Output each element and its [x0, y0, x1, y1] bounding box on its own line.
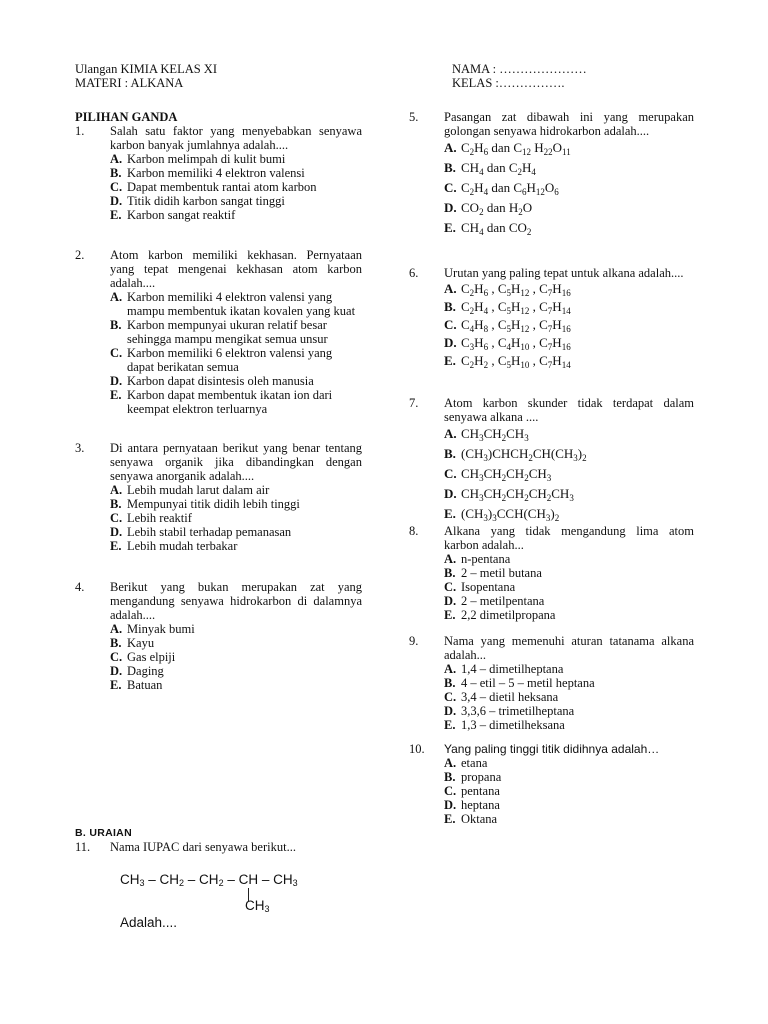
- formula: $(CH_3)CHCH_2CH(CH_3)_2$: [461, 446, 587, 463]
- option: D. Lebih stabil terhadap pemanasan: [110, 525, 292, 539]
- option: E. Karbon dapat membentuk ikatan ion dari keempat elektron terluarnya: [110, 388, 333, 416]
- formula: $C_2H_4$ , $C_5H_{12}$ , $C_7H_{14}$: [461, 299, 571, 316]
- question-2: [75, 248, 362, 416]
- exam-title-line: Ulangan KIMIA KELAS XI: [75, 62, 217, 76]
- option: E. Lebih mudah terbakar: [110, 539, 238, 553]
- option: D. Titik didih karbon sangat tinggi: [110, 194, 285, 208]
- question-6: [409, 266, 694, 370]
- question-text: Alkana yang tidak mengandung lima atom karbon adalah...: [444, 524, 694, 552]
- question-number: 6.: [409, 266, 419, 280]
- option: E. $(CH_3)_3CCH(CH_3)_2$: [444, 504, 694, 524]
- option: C. Gas elpiji: [110, 650, 176, 664]
- formula: $C_2H_6$ dan $C_{12}$ $H_{22}O_{11}$: [461, 140, 571, 157]
- option: E. 1,3 – dimetilheksana: [444, 718, 565, 732]
- name-field-label: NAMA : …………………: [452, 62, 587, 76]
- question-number: 4.: [75, 580, 85, 594]
- option: B. $C_2H_4$ , $C_5H_{12}$ , $C_7H_{14}$: [444, 298, 694, 316]
- option: D. Karbon dapat disintesis oleh manusia: [110, 374, 314, 388]
- question-4: [75, 580, 362, 692]
- option: B. Mempunyai titik didih lebih tinggi: [110, 497, 300, 511]
- question-1: [75, 124, 362, 222]
- question-text: Berikut yang bukan merupakan zat yang mengandung senyawa hidrokarbon di dalamnya adalah....: [110, 580, 362, 622]
- formula: $C_2H_6$ , $C_5H_{12}$ , $C_7H_{16}$: [461, 281, 571, 298]
- option: E. $C_2H_2$ , $C_5H_{10}$ , $C_7H_{14}$: [444, 352, 694, 370]
- option: A. Minyak bumi: [110, 622, 195, 636]
- question-number: 9.: [409, 634, 419, 648]
- option: C. Dapat membentuk rantai atom karbon: [110, 180, 317, 194]
- formula: $CH_3CH_2CH_2CH_2CH_3$: [461, 486, 574, 503]
- question-text: Atom karbon skunder tidak terdapat dalam senyawa alkana ....: [444, 396, 694, 424]
- question-number: 5.: [409, 110, 419, 124]
- exam-title: [75, 62, 217, 90]
- option: B. propana: [444, 770, 502, 784]
- option: E. Batuan: [110, 678, 163, 692]
- option: B. $(CH_3)CHCH_2CH(CH_3)_2$: [444, 444, 694, 464]
- option: A. n-pentana: [444, 552, 511, 566]
- question-number: 8.: [409, 524, 419, 538]
- formula: $CH_3CH_2CH_2CH_3$: [461, 466, 552, 483]
- option: B. 2 – metil butana: [444, 566, 542, 580]
- question-text: Salah satu faktor yang menyebabkan senyawa karbon banyak jumlahnya adalah....: [110, 124, 362, 152]
- formula: $CH_4$ dan $CO_2$: [461, 220, 532, 237]
- option: A. etana: [444, 756, 488, 770]
- option: C. $C_2H_4$ dan $C_6H_{12}O_6$: [444, 178, 694, 198]
- option: B. Karbon mempunyai ukuran relatif besar sehingga mampu mengikat semua unsur: [110, 318, 328, 346]
- question-text: Di antara pernyataan berikut yang benar tentang senyawa organik jika dibandingkan dengan senyawa anorganik adalah....: [110, 441, 362, 483]
- student-info: [452, 62, 587, 90]
- question-text: Pasangan zat dibawah ini yang merupakan golongan senyawa hidrokarbon adalah....: [444, 110, 694, 138]
- question-5: [409, 110, 694, 238]
- option: D. 3,3,6 – trimetilheptana: [444, 704, 575, 718]
- option: E. $CH_4$ dan $CO_2$: [444, 218, 694, 238]
- option: C. $C_4H_8$ , $C_5H_{12}$ , $C_7H_{16}$: [444, 316, 694, 334]
- question-8: [409, 524, 694, 622]
- formula: $C_4H_8$ , $C_5H_{12}$ , $C_7H_{16}$: [461, 317, 571, 334]
- option: A. $C_2H_6$ , $C_5H_{12}$ , $C_7H_{16}$: [444, 280, 694, 298]
- formula: $C_3H_6$ , $C_4H_{10}$ , $C_7H_{16}$: [461, 335, 571, 352]
- section-b-title: B. URAIAN: [75, 827, 132, 839]
- question-number: 2.: [75, 248, 85, 262]
- question-3: [75, 441, 362, 553]
- formula: $C_2H_2$ , $C_5H_{10}$ , $C_7H_{14}$: [461, 353, 571, 370]
- question-number: 3.: [75, 441, 85, 455]
- main-chain: $CH_3 - CH_2 - CH_2$ – CH – $CH_3$: [120, 872, 298, 888]
- question-11: [75, 840, 296, 854]
- answer-prompt: Adalah....: [120, 915, 178, 930]
- question-text: Yang paling tinggi titik didihnya adalah…: [444, 742, 660, 756]
- option: C. $CH_3CH_2CH_2CH_3$: [444, 464, 694, 484]
- option: C. Karbon memiliki 6 elektron valensi yang dapat berikatan semua: [110, 346, 333, 374]
- option: E. 2,2 dimetilpropana: [444, 608, 556, 622]
- methyl-branch: $CH_3$: [245, 898, 270, 914]
- option: A. Karbon melimpah di kulit bumi: [110, 152, 286, 166]
- option: C. pentana: [444, 784, 500, 798]
- question-text: Nama yang memenuhi aturan tatanama alkana adalah...: [444, 634, 694, 662]
- option: C. 3,4 – dietil heksana: [444, 690, 559, 704]
- option: A. $C_2H_6$ dan $C_{12}$ $H_{22}O_{11}$: [444, 138, 694, 158]
- option: D. heptana: [444, 798, 500, 812]
- option: C. Lebih reaktif: [110, 511, 192, 525]
- formula: $CH_4$ dan $C_2H_4$: [461, 160, 536, 177]
- structural-formula: [120, 872, 298, 888]
- option: D. $C_3H_6$ , $C_4H_{10}$ , $C_7H_{16}$: [444, 334, 694, 352]
- formula: $CH_3CH_2CH_3$: [461, 426, 529, 443]
- option: D. Daging: [110, 664, 164, 678]
- option: E. Karbon sangat reaktif: [110, 208, 236, 222]
- option: C. Isopentana: [444, 580, 516, 594]
- question-10: [409, 742, 694, 826]
- option: D. 2 – metilpentana: [444, 594, 545, 608]
- option: A. Lebih mudah larut dalam air: [110, 483, 270, 497]
- question-number: 11.: [75, 840, 91, 854]
- option: B. $CH_4$ dan $C_2H_4$: [444, 158, 694, 178]
- question-text: Nama IUPAC dari senyawa berikut...: [110, 840, 296, 854]
- section-a-title: PILIHAN GANDA: [75, 110, 178, 124]
- question-text: Urutan yang paling tepat untuk alkana adalah....: [444, 266, 684, 280]
- option: A. 1,4 – dimetilheptana: [444, 662, 564, 676]
- option: B. Karbon memiliki 4 elektron valensi: [110, 166, 305, 180]
- question-9: [409, 634, 694, 732]
- option: A. Karbon memiliki 4 elektron valensi yang mampu membentuk ikatan kovalen yang kuat: [110, 290, 356, 318]
- option: D. $CH_3CH_2CH_2CH_2CH_3$: [444, 484, 694, 504]
- question-number: 10.: [409, 742, 425, 756]
- formula: $CO_2$ dan $H_2O$: [461, 200, 533, 217]
- formula: $C_2H_4$ dan $C_6H_{12}O_6$: [461, 180, 559, 197]
- option: E. Oktana: [444, 812, 498, 826]
- option: B. 4 – etil – 5 – metil heptana: [444, 676, 595, 690]
- option: A. $CH_3CH_2CH_3$: [444, 424, 694, 444]
- exam-subject-line: MATERI : ALKANA: [75, 76, 184, 90]
- class-field-label: KELAS :…………….: [452, 76, 565, 90]
- option: B. Kayu: [110, 636, 155, 650]
- question-number: 7.: [409, 396, 419, 410]
- question-text: Atom karbon memiliki kekhasan. Pernyataan yang tepat mengenai kekhasan atom karbon adalah....: [110, 248, 362, 290]
- question-number: 1.: [75, 124, 85, 138]
- question-7: [409, 396, 694, 524]
- option: D. $CO_2$ dan $H_2O$: [444, 198, 694, 218]
- formula: $(CH_3)_3CCH(CH_3)_2$: [461, 506, 560, 523]
